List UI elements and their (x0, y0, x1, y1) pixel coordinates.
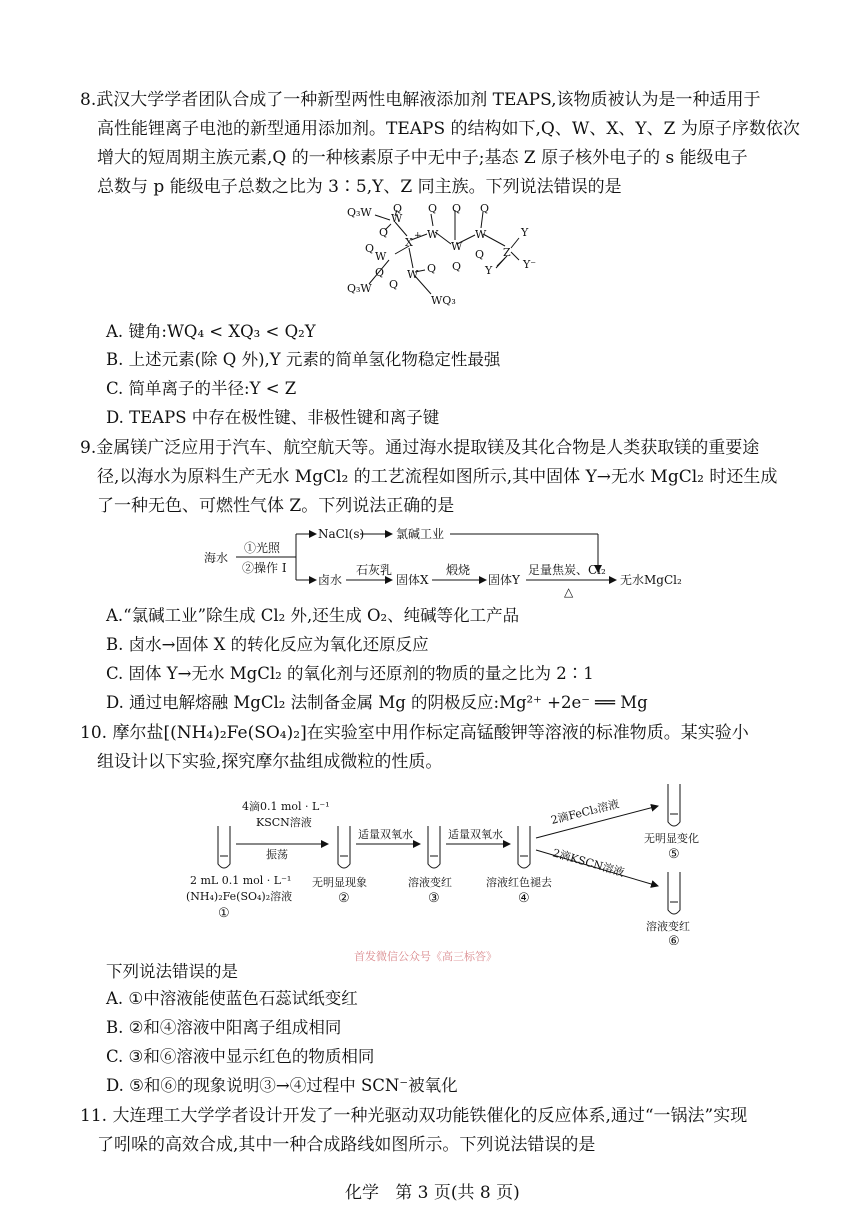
teaps-structure-diagram (335, 200, 575, 310)
struct-y1: Y (521, 226, 529, 239)
struct-w6: W (407, 268, 419, 281)
tube4-number: ④ (518, 891, 530, 906)
flow-step-operation: ②操作 I (242, 561, 287, 575)
tube2-label: 无明显现象 (312, 876, 367, 889)
q10-option-c: C. ③和⑥溶液中显示红色的物质相同 (106, 1047, 375, 1066)
test-tube-6 (668, 872, 680, 914)
test-tube-4 (518, 826, 530, 868)
flow-brine: 卤水 (318, 573, 343, 587)
struct-x: X (405, 236, 413, 249)
struct-q3w-left: Q₃W (347, 282, 372, 295)
q10-experiment-diagram (180, 780, 700, 945)
tube4-label: 溶液红色褪去 (486, 876, 552, 889)
q9-process-flow (200, 522, 700, 602)
struct-wq3-right: WQ₃ (431, 294, 456, 307)
reagent-fecl3: 2滴FeCl₃溶液 (549, 797, 621, 827)
q8-option-a: A. 键角:WQ₄ < XQ₃ < Q₂Y (106, 322, 316, 341)
q9-line-3: 了一种无色、可燃性气体 Z。下列说法正确的是 (97, 496, 455, 516)
struct-q10: Q (389, 278, 399, 291)
tube1-label-b: (NH₄)₂Fe(SO₄)₂溶液 (186, 890, 293, 903)
q10-line-1: 10. 摩尔盐[(NH₄)₂Fe(SO₄)₂]在实验室中用作标定高锰酸钾等溶液的标准物质。某实验小 (80, 723, 749, 743)
tube2-number: ② (338, 891, 350, 906)
struct-plus: + (414, 231, 422, 241)
tube5-number: ⑤ (668, 847, 680, 862)
tube6-label: 溶液变红 (646, 920, 690, 933)
struct-q3: Q (428, 202, 438, 215)
watermark: 首发微信公众号《高三标答》 (354, 950, 497, 963)
tube1-label-a: 2 mL 0.1 mol · L⁻¹ (190, 874, 292, 887)
struct-w4: W (475, 228, 487, 241)
q10-option-b: B. ②和④溶液中阳离子组成相同 (106, 1018, 342, 1037)
q10-option-d: D. ⑤和⑥的现象说明③→④过程中 SCN⁻被氧化 (106, 1076, 458, 1095)
q8-line-4: 总数与 p 能级电子总数之比为 3∶5,Y、Z 同主族。下列说法错误的是 (97, 177, 622, 197)
q8-line-2: 高性能锂离子电池的新型通用添加剂。TEAPS 的结构如下,Q、W、X、Y、Z 为原子序数依次 (97, 119, 800, 139)
q9-option-d: D. 通过电解熔融 MgCl₂ 法制备金属 Mg 的阴极反应:Mg²⁺ +2e⁻ ══ Mg (106, 693, 648, 712)
tube1-number: ① (218, 906, 230, 921)
flow-seawater: 海水 (204, 551, 229, 565)
q11-line-2: 了吲哚的高效合成,其中一种合成路线如图所示。下列说法错误的是 (97, 1135, 596, 1155)
struct-q2: Q (379, 226, 389, 239)
struct-q11: Q (427, 262, 437, 275)
reagent-kscn-2: 2滴KSCN溶液 (551, 846, 626, 880)
flow-step-light: ①光照 (244, 541, 281, 555)
test-tube-2 (338, 826, 350, 868)
flow-product: 无水MgCl₂ (620, 573, 682, 587)
struct-q1: Q (393, 202, 403, 215)
q8-option-c: C. 简单离子的半径:Y < Z (106, 379, 297, 398)
flow-chlor-alkali: 氯碱工业 (396, 527, 445, 541)
tube5-label: 无明显变化 (644, 832, 699, 845)
struct-q7: Q (475, 248, 485, 261)
struct-q8: Q (365, 242, 375, 255)
test-tube-3 (428, 826, 440, 868)
reagent-shake: 振荡 (266, 848, 288, 861)
q10-line-2: 组设计以下实验,探究摩尔盐组成微粒的性质。 (97, 752, 443, 772)
reagent-kscn: KSCN溶液 (256, 816, 312, 829)
q8-line-3: 增大的短周期主族元素,Q 的一种核素原子中无中子;基态 Z 原子核外电子的 s 能级电子 (97, 148, 748, 168)
q8-line-1: 8.武汉大学学者团队合成了一种新型两性电解液添加剂 TEAPS,该物质被认为是一种适用于 (80, 90, 761, 110)
reagent-h2o2-1: 适量双氧水 (358, 828, 413, 841)
struct-w2: W (427, 228, 439, 241)
flow-reagent: 足量焦炭、Cl₂ (528, 563, 606, 577)
q9-line-2: 径,以海水为原料生产无水 MgCl₂ 的工艺流程如图所示,其中固体 Y→无水 MgCl₂ 时还生成 (97, 467, 778, 487)
struct-q4: Q (452, 202, 462, 215)
struct-q3w-top: Q₃W (347, 206, 372, 219)
flow-nacl: NaCl(s) (318, 527, 365, 541)
struct-w1: W (391, 212, 403, 225)
struct-y-minus: Y⁻ (523, 258, 537, 271)
reagent-h2o2-2: 适量双氧水 (448, 828, 503, 841)
struct-q6: Q (480, 202, 490, 215)
flow-lime: 石灰乳 (356, 563, 393, 577)
struct-w5: W (375, 250, 387, 263)
tube3-number: ③ (428, 891, 440, 906)
q8-option-b: B. 上述元素(除 Q 外),Y 元素的简单氢化物稳定性最强 (106, 350, 501, 369)
tube6-number: ⑥ (668, 934, 680, 945)
struct-z: Z (503, 246, 511, 259)
q9-line-1: 9.金属镁广泛应用于汽车、航空航天等。通过海水提取镁及其化合物是人类获取镁的重要途 (80, 438, 760, 458)
page-footer: 化学 第 3 页(共 8 页) (345, 1183, 520, 1203)
flow-calcine: 煅烧 (446, 563, 471, 577)
q9-option-b: B. 卤水→固体 X 的转化反应为氧化还原反应 (106, 635, 429, 654)
q10-option-a: A. ①中溶液能使蓝色石蕊试纸变红 (106, 989, 358, 1008)
test-tube-5 (668, 784, 680, 826)
struct-q9: Q (375, 266, 385, 279)
flow-solid-y: 固体Y (488, 573, 520, 587)
struct-q5: Q (452, 260, 462, 273)
reagent-kscn-conc: 4滴0.1 mol · L⁻¹ (242, 800, 330, 813)
q10-prompt: 下列说法错误的是 (106, 962, 238, 981)
tube3-label: 溶液变红 (408, 876, 452, 889)
flow-heat: △ (564, 585, 574, 599)
q11-line-1: 11. 大连理工大学学者设计开发了一种光驱动双功能铁催化的反应体系,通过“一锅法”实现 (80, 1106, 748, 1126)
flow-solid-x: 固体X (396, 573, 429, 587)
test-tube-1 (218, 826, 230, 868)
q9-option-c: C. 固体 Y→无水 MgCl₂ 的氧化剂与还原剂的物质的量之比为 2∶1 (106, 664, 594, 683)
q9-option-a: A.“氯碱工业”除生成 Cl₂ 外,还生成 O₂、纯碱等化工产品 (106, 606, 520, 625)
struct-w3: W (451, 240, 463, 253)
q8-option-d: D. TEAPS 中存在极性键、非极性键和离子键 (106, 408, 440, 427)
struct-y2: Y (485, 264, 493, 277)
